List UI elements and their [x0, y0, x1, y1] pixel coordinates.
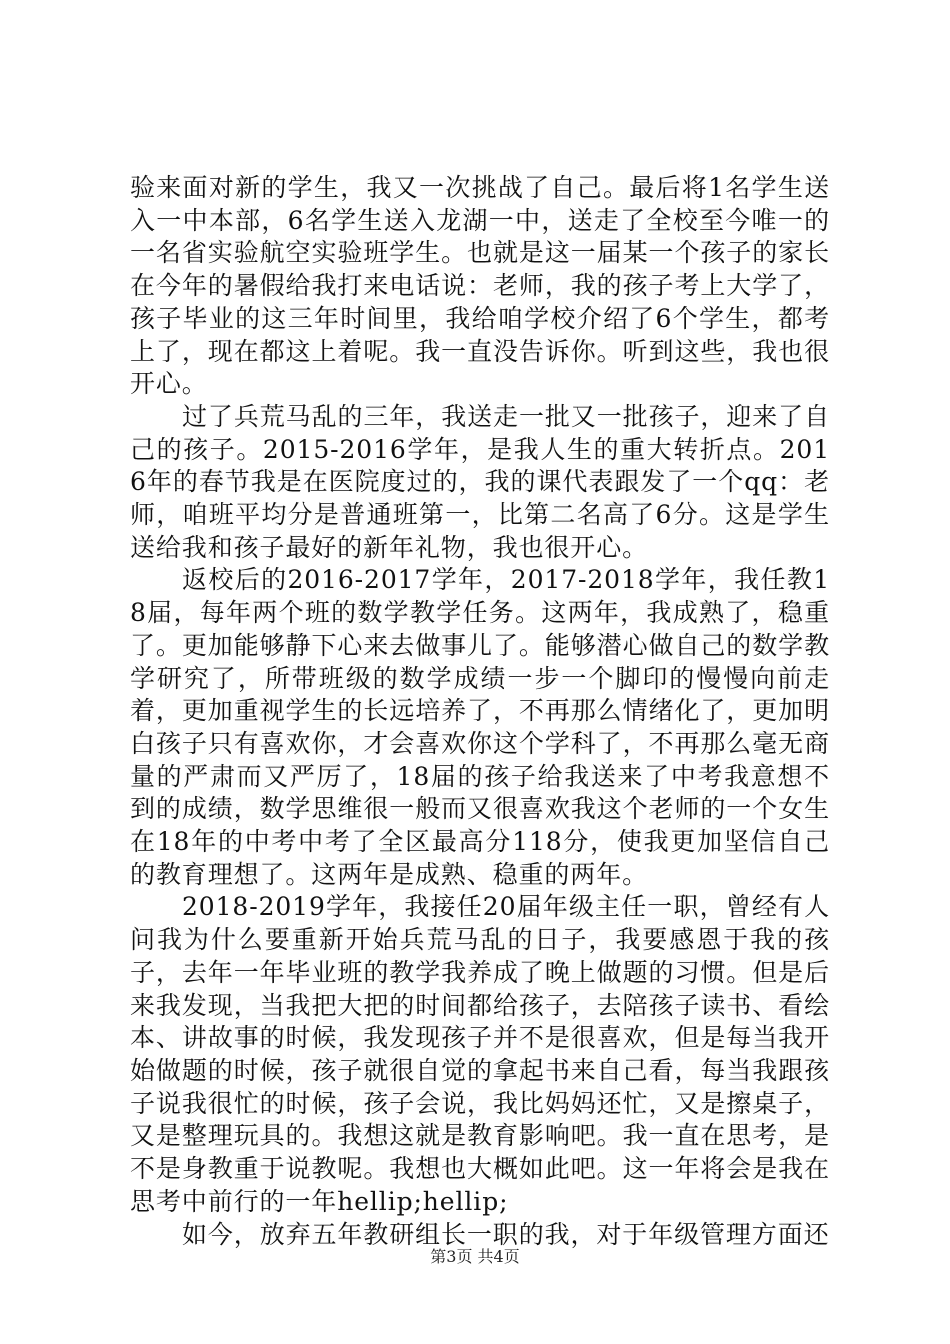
- paragraph-5: 如今，放弃五年教研组长一职的我，对于年级管理方面还: [182, 1219, 830, 1249]
- page-footer: 第3页 共4页: [430, 1247, 520, 1266]
- paragraph-4: 2018-2019学年，我接任20届年级主任一职，曾经有人问我为什么要重新开始兵荒马乱的日子，我要感恩于我的孩子，去年一年毕业班的教学我养成了晚上做题的习惯。但是后来我发现，当我把大把的时间都给孩子，去陪孩子读书、看绘本、讲故事的时候，我发现孩子并不是很喜欢，但是每当我开始做题的时候，孩子就很自觉的拿起书来自己看，每当我跟孩子说我很忙的时候，孩子会说，我比妈妈还忙，又是擦桌子，又是整理玩具的。我想这就是教育影响吧。我一直在思考，是不是身教重于说教呢。我想也大概如此吧。这一年将会是我在思考中前行的一年hellip;hellip;: [130, 892, 830, 1216]
- document-body: [130, 172, 830, 1251]
- paragraph-1: 验来面对新的学生，我又一次挑战了自己。最后将1名学生送入一中本部，6名学生送入龙湖一中，送走了全校至今唯一的一名省实验航空实验班学生。也就是这一届某一个孩子的家长在今年的暑假给我打来电话说：老师，我的孩子考上大学了，孩子毕业的这三年时间里，我给咱学校介绍了6个学生，都考上了，现在都这上着呢。我一直没告诉你。听到这些，我也很开心。: [130, 173, 830, 399]
- paragraph-3: 返校后的2016-2017学年，2017-2018学年，我任教18届，每年两个班的数学教学任务。这两年，我成熟了，稳重了。更加能够静下心来去做事儿了。能够潜心做自己的数学教学研究了，所带班级的数学成绩一步一个脚印的慢慢向前走着，更加重视学生的长远培养了，不再那么情绪化了，更加明白孩子只有喜欢你，才会喜欢你这个学科了，不再那么毫无商量的严肃而又严厉了，18届的孩子给我送来了中考我意想不到的成绩，数学思维很一般而又很喜欢我这个老师的一个女生在18年的中考中考了全区最高分118分，使我更加坚信自己的教育理想了。这两年是成熟、稳重的两年。: [130, 565, 830, 889]
- paragraph-2: 过了兵荒马乱的三年，我送走一批又一批孩子，迎来了自己的孩子。2015-2016学年，是我人生的重大转折点。2016年的春节我是在医院度过的，我的课代表跟发了一个qq：老师，咱班平均分是普通班第一，比第二名高了6分。这是学生送给我和孩子最好的新年礼物，我也很开心。: [130, 401, 830, 562]
